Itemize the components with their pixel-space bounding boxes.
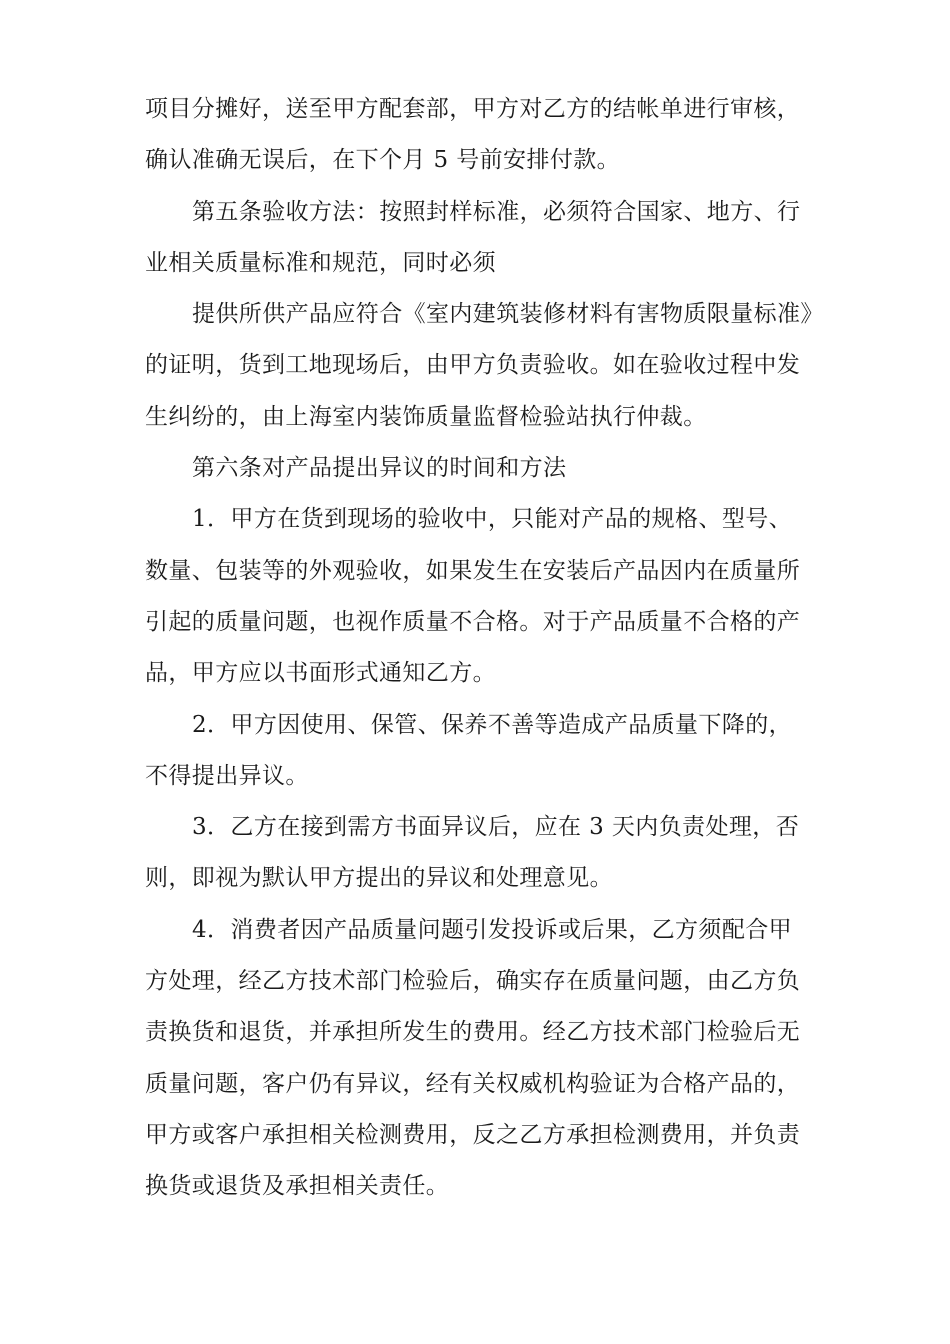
text-line: 引起的质量问题，也视作质量不合格。对于产品质量不合格的产 [145,608,801,635]
text-line: 责换货和退货，并承担所发生的费用。经乙方技术部门检验后无 [145,1019,801,1046]
text-line: 第五条验收方法：按照封样标准，必须符合国家、地方、行 [192,198,801,225]
text-line: 换货或退货及承担相关责任。 [145,1173,450,1200]
text-line: 1．甲方在货到现场的验收中，只能对产品的规格、型号、 [192,506,793,533]
text-line: 则，即视为默认甲方提出的异议和处理意见。 [145,865,613,892]
text-line: 数量、包装等的外观验收，如果发生在安装后产品因内在质量所 [145,557,801,584]
text-line: 甲方或客户承担相关检测费用，反之乙方承担检测费用，并负责 [145,1121,801,1148]
text-line: 项目分摊好，送至甲方配套部，甲方对乙方的结帐单进行审核， [145,96,801,122]
text-line: 业相关质量标准和规范，同时必须 [145,249,496,276]
text-line: 确认准确无误后，在下个月 5 号前安排付款。 [145,147,621,174]
document-page [145,84,824,1213]
text-line: 的证明，货到工地现场后，由甲方负责验收。如在验收过程中发 [145,352,801,379]
text-line: 4．消费者因产品质量问题引发投诉或后果，乙方须配合甲 [192,916,793,943]
text-line: 提供所供产品应符合《室内建筑装修材料有害物质限量标准》 [192,301,824,328]
text-line: 第六条对产品提出异议的时间和方法 [192,455,567,482]
text-line: 不得提出异议。 [145,762,309,789]
text-line: 质量问题，客户仍有异议，经有关权威机构验证为合格产品的， [145,1070,801,1097]
text-line: 生纠纷的，由上海室内装饰质量监督检验站执行仲裁。 [145,403,707,430]
text-line: 品，甲方应以书面形式通知乙方。 [145,660,496,687]
text-line: 2．甲方因使用、保管、保养不善等造成产品质量下降的， [192,711,793,738]
text-line: 3．乙方在接到需方书面异议后，应在 3 天内负责处理，否 [192,814,800,841]
text-line: 方处理，经乙方技术部门检验后，确实存在质量问题，由乙方负 [145,968,801,995]
